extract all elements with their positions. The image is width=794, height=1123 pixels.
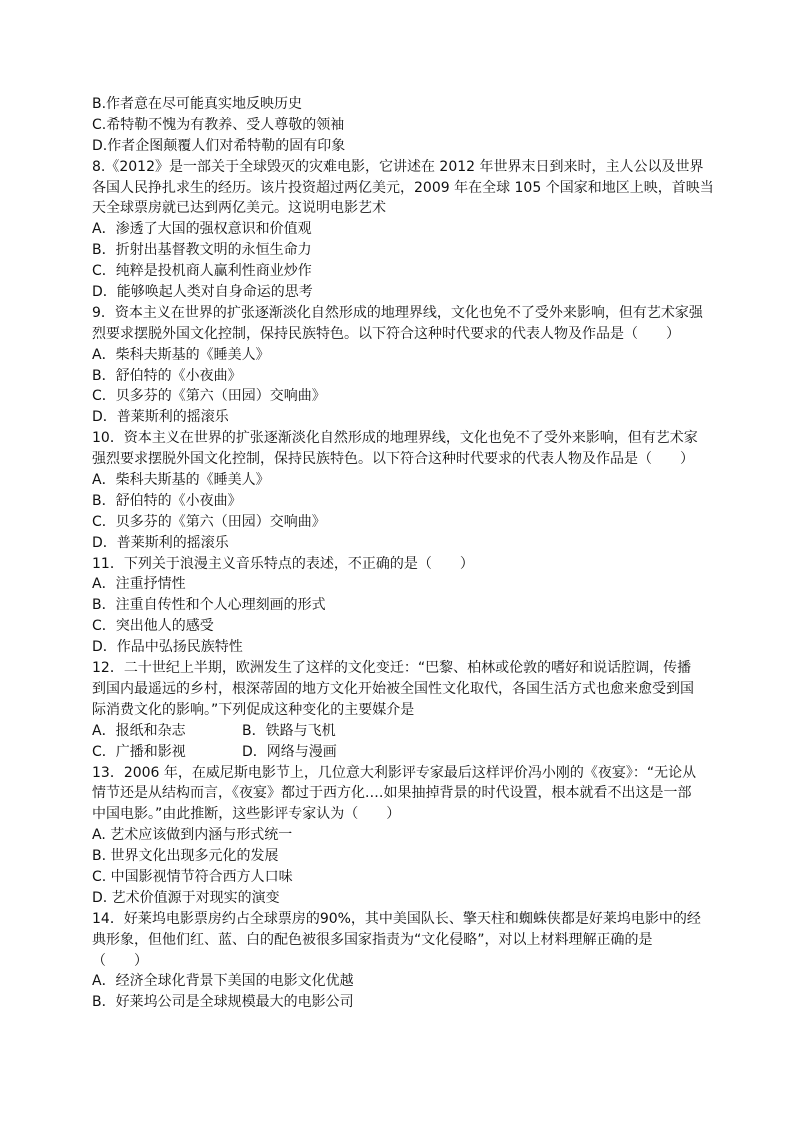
q12-option-c: C．广播和影视 <box>92 743 186 760</box>
q10-stem-line: 10．资本主义在世界的扩张逐渐淡化自然形成的地理界线，文化也免不了受外来影响，但有艺术家 <box>92 430 698 447</box>
q11-option-b: B．注重自传性和个人心理刻画的形式 <box>92 597 326 614</box>
q12-option-a: A．报纸和杂志 <box>92 722 186 739</box>
q11-stem-line: 11．下列关于浪漫主义音乐特点的表述，不正确的是（ ） <box>92 555 474 572</box>
q10-option-d: D．普莱斯利的摇滚乐 <box>92 534 229 551</box>
q12-option-row <box>92 742 712 763</box>
q12-option-row <box>92 721 712 742</box>
q8-stem-line: 8.《2012》是一部关于全球毁灭的灾难电影，它讲述在 2012 年世界末日到来时，主人公以及世界 <box>92 158 704 175</box>
q14-stem-line: 典形象，但他们红、蓝、白的配色被很多国家指责为“文化侵略”，对以上材料理解正确的是 <box>92 931 653 948</box>
q13-option-c: C. 中国影视情节符合西方人口味 <box>92 868 293 885</box>
q14-stem-line: （ ） <box>92 952 148 969</box>
q9-option-d: D．普莱斯利的摇滚乐 <box>92 409 229 426</box>
q12-stem-line: 12．二十世纪上半期，欧洲发生了这样的文化变迁：“巴黎、柏林或伦敦的嗜好和说话腔调，传播 <box>92 660 692 677</box>
q9-option-a: A．柴科夫斯基的《睡美人》 <box>92 346 270 363</box>
q8-option-a: A．渗透了大国的强权意识和价值观 <box>92 221 312 238</box>
q12-option-b: B．铁路与飞机 <box>242 722 336 739</box>
q9-stem-line: 烈要求摆脱外国文化控制，保持民族特色。以下符合这种时代要求的代表人物及作品是（ ） <box>92 325 680 342</box>
exam-page <box>92 94 712 1013</box>
q7-option-d: D.作者企图颠覆人们对希特勒的固有印象 <box>92 137 346 154</box>
q10-stem-line: 强烈要求摆脱外国文化控制，保持民族特色。以下符合这种时代要求的代表人物及作品是（ ） <box>92 451 694 468</box>
q9-option-b: B．舒伯特的《小夜曲》 <box>92 367 242 384</box>
q13-stem-line: 中国电影。”由此推断，这些影评专家认为（ ） <box>92 806 401 823</box>
q10-option-c: C．贝多芬的《第六（田园）交响曲》 <box>92 513 326 530</box>
q9-option-c: C．贝多芬的《第六（田园）交响曲》 <box>92 388 326 405</box>
q8-option-b: B．折射出基督教文明的永恒生命力 <box>92 242 312 259</box>
q12-stem-line: 际消费文化的影响。”下列促成这种变化的主要媒介是 <box>92 701 415 718</box>
q9-stem-line: 9．资本主义在世界的扩张逐渐淡化自然形成的地理界线，文化也免不了受外来影响，但有艺术家强 <box>92 304 703 321</box>
q8-stem-line: 各国人民挣扎求生的经历。该片投资超过两亿美元，2009 年在全球 105 个国家和地区上映，首映当 <box>92 179 714 196</box>
q8-option-c: C．纯粹是投机商人赢利性商业炒作 <box>92 263 312 280</box>
q14-option-b: B．好莱坞公司是全球规模最大的电影公司 <box>92 994 354 1011</box>
q14-option-a: A．经济全球化背景下美国的电影文化优越 <box>92 973 354 990</box>
q8-stem-line: 天全球票房就已达到两亿美元。这说明电影艺术 <box>92 200 386 217</box>
q13-option-d: D. 艺术价值源于对现实的演变 <box>92 889 280 906</box>
q13-option-a: A. 艺术应该做到内涵与形式统一 <box>92 827 293 844</box>
q13-option-b: B. 世界文化出现多元化的发展 <box>92 848 279 865</box>
q7-option-c: C.希特勒不愧为有教养、受人尊敬的领袖 <box>92 116 345 133</box>
q8-option-d: D．能够唤起人类对自身命运的思考 <box>92 284 313 301</box>
q10-option-a: A．柴科夫斯基的《睡美人》 <box>92 472 270 489</box>
q13-stem-line: 13．2006 年，在威尼斯电影节上，几位意大利影评专家最后这样评价冯小刚的《夜宴》：“无论从 <box>92 764 697 781</box>
q11-option-a: A．注重抒情性 <box>92 576 186 593</box>
q13-stem-line: 情节还是从结构而言，《夜宴》都过于西方化.…如果抽掉背景的时代设置，根本就看不出这是一部 <box>92 785 692 802</box>
q12-option-d: D．网络与漫画 <box>242 743 337 760</box>
q10-option-b: B．舒伯特的《小夜曲》 <box>92 492 242 509</box>
q7-option-b: B.作者意在尽可能真实地反映历史 <box>92 96 303 112</box>
q11-option-d: D．作品中弘扬民族特性 <box>92 639 243 656</box>
q12-stem-line: 到国内最遥远的乡村，根深蒂固的地方文化开始被全国性文化取代，各国生活方式也愈来愈受到国 <box>92 680 694 697</box>
q14-stem-line: 14．好莱坞电影票房约占全球票房的90%，其中美国队长、擎天柱和蜘蛛侠都是好莱坞电影中的经 <box>92 910 701 927</box>
q11-option-c: C．突出他人的感受 <box>92 618 214 635</box>
